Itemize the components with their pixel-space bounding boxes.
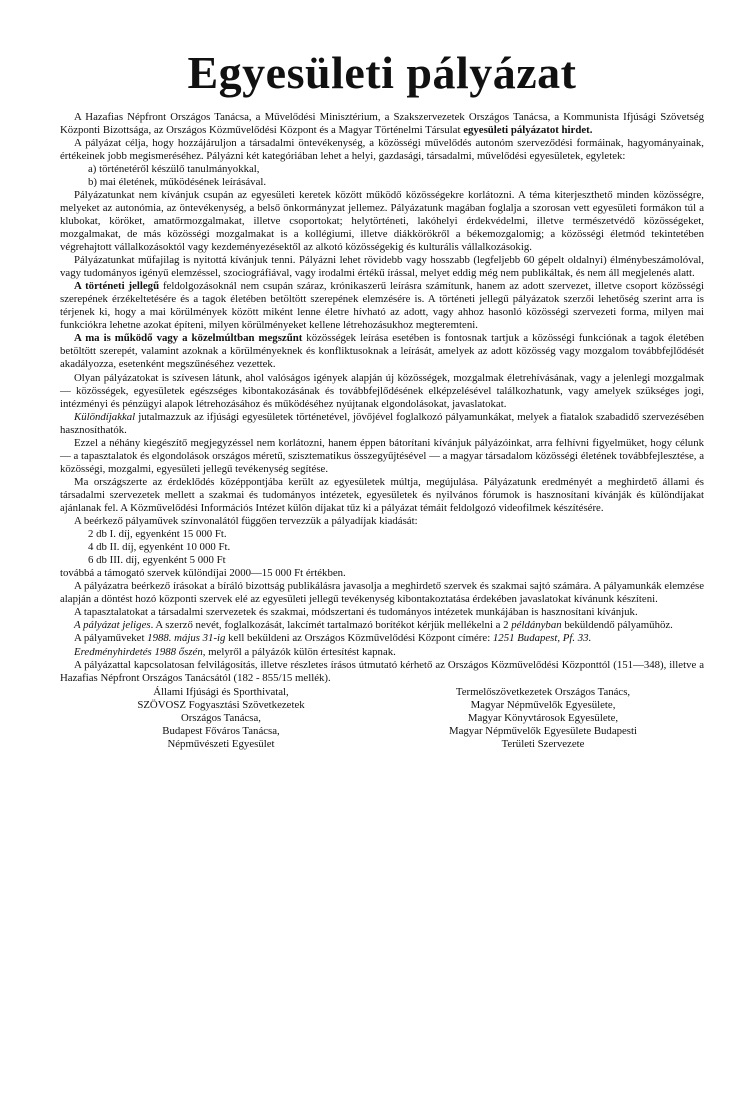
list-item: [60, 176, 704, 189]
paragraph: [60, 372, 704, 411]
text-run: A Hazafias Népfront Országos Tanácsa, a Művelődési Minisztérium, a Szakszervezetek Országos Tanácsa, a Kommunista Ifjúsági Szövetség Központi Bizottsága, az Országos Közművelődési Központ és a Magyar Történelmi Társulat: [60, 110, 704, 136]
text-run: A pályázattal kapcsolatosan felvilágosítás, illetve részletes írásos útmutató kérhető az Országos Közművelődési Központtól (151—348), illetve a Hazafias Népfront Országos Tanácsától (182 - 855/15 mellék).: [60, 658, 704, 684]
text-run: 4 db II. díj, egyenként 10 000 Ft.: [88, 541, 231, 554]
text-run: Pályázatunkat nem kívánjuk csupán az egyesületi keretek között működő közösségekre korlátozni. A téma kiterjeszthető minden közösségre, melyeket az autonómia, az öntevékenység, a belső önkormányzat jellemez. Pályázatunk magában foglalja a szorosan vett egyesületi formákon túl a klubokat, köröket, amatőrmozgalmakat, illetve csoportokat; helytörténeti, lakóhelyi érdekvédelmi, illetve természetvédő közösségeket, mozgalmakat, de más közösségi mozgalmakat is a kollégiumi, illetve diákkörökről a békemozgalomig; a közösségi életmód tekintetében végrehajtott vállalkozásoktól vagy kezdeményezésektől az alkotó közösségekig és kulturális vállalkozásokig.: [60, 188, 704, 254]
list-item: [60, 541, 704, 554]
text-run: közösségek leírása esetében is fontosnak tartjuk a közösségi funkciónak a tagok életében betöltött szerepét, valamint azoknak a körülményeknek és konfliktusoknak a leírását, amelyek az adott közösség vagy mozgalom továbbfejlődését akadályozza, esetenként megszűnéséhez vezettek.: [60, 332, 704, 371]
signers: [60, 686, 704, 751]
signers-right-column: [382, 686, 704, 751]
italic-text: példányban: [511, 619, 562, 632]
paragraph: [60, 254, 704, 280]
paragraph: [60, 619, 704, 632]
paragraph: [60, 632, 704, 645]
text-run: Ezzel a néhány kiegészítő megjegyzéssel nem korlátozni, hanem éppen bátorítani kívánjuk pályázóinkat, arra felhívni figyelmüket, hogy célunk — a tapasztalatok és elgondolások országos méretű, szisztematikus összegyűjtésével — a magyar társadalom közösségi életének továbbfejlesztése, a közösségi, mozgalmi, egyesületi jellegű tevékenység segítése.: [60, 436, 704, 475]
signer-line: Budapest Főváros Tanácsa,: [162, 724, 280, 737]
paragraph: [60, 411, 704, 437]
paragraph: [60, 189, 704, 254]
text-run: Ma országszerte az érdeklődés középpontjába került az egyesületek múltja, megújulása. Pályázatunk eredményét a meghirdető állami és társadalmi szervezetek mellett a szakmai és tudományos intézetek, egyesületek és nyilvános fórumok is hasznosítani kívánják és különdíjakat ajánlanak fel. A Közművelődési Információs Intézet külön díjakat tűz ki a pályázat témáit feldolgozó videofilmek készítésére.: [60, 475, 704, 514]
italic-text: A pályázat jeliges: [74, 619, 151, 632]
text-run: Pályázatunkat műfajilag is nyitottá kívánjuk tenni. Pályázni lehet rövidebb vagy hosszabb (legfeljebb 60 gépelt oldalnyi) élménybeszámolóval, vagy tudományos igényű elemzéssel, szociográfiával, vagy irodalmi értékű írással, melyet eddig még nem publikáltak, és nem áll megjelenés alatt.: [60, 254, 704, 280]
paragraph: [60, 111, 704, 137]
page-title: Egyesületi pályázat: [187, 47, 577, 98]
text-run: Olyan pályázatokat is szívesen látunk, ahol valóságos igények alapján új közösségek, mozgalmak életrehívásának, vagy a jelenlegi mozgalmak — közösségek, egyesületek egészséges kibontakozásának és továbbfejlődésének elképzelésével találkozhatunk, vagy amelyek szükséges jogi, intézményi és pénzügyi alapok létrehozásához és működéséhez nyújtanak elgondolásokat, javaslatokat.: [60, 371, 704, 410]
list-item: [60, 554, 704, 567]
text-run: A pályaműveket: [74, 632, 148, 645]
text-run: . A szerző nevét, foglalkozását, lakcímét tartalmazó borítékot kérjük mellékelni a 2: [150, 619, 512, 632]
text-run: A beérkező pályaművek színvonalától függően tervezzük a pályadíjak kiadását:: [74, 515, 418, 528]
paragraph: [60, 437, 704, 476]
text-run: b) mai életének, működésének leírásával.: [88, 175, 267, 188]
paragraph: [60, 659, 704, 685]
bold-text: A ma is működő vagy a közelmúltban megszűnt: [74, 332, 303, 345]
bold-text: egyesületi pályázatot hirdet.: [463, 123, 593, 136]
signers-left-column: [60, 686, 382, 751]
paragraph: [60, 332, 704, 371]
signer-line: Országos Tanácsa,: [181, 711, 261, 724]
paragraph: [60, 476, 704, 515]
announcement-body: [60, 111, 704, 685]
paragraph: [60, 646, 704, 659]
paragraph: [60, 567, 704, 580]
text-run: A pályázat célja, hogy hozzájáruljon a társadalmi öntevékenység, a közösségi művelődés autonóm szerveződési formáinak, hagyományainak, értékeinek jobb megismeréséhez. Pályázni két kategóriában lehet a helyi, gazdasági, társadalmi, művelődési egyesületek, egyletek:: [60, 136, 704, 162]
paragraph: [60, 137, 704, 163]
signer-line: Magyar Népművelők Egyesülete,: [470, 698, 616, 711]
text-run: 6 db III. díj, egyenként 5 000 Ft: [88, 554, 226, 567]
paragraph: [60, 580, 704, 606]
italic-text: 1251 Budapest, Pf. 33.: [492, 632, 592, 645]
text-run: 2 db I. díj, egyenként 15 000 Ft.: [88, 528, 227, 541]
signer-line: Népművészeti Egyesület: [167, 737, 275, 750]
list-item: [60, 528, 704, 541]
document-page: [60, 48, 704, 751]
italic-text: Eredményhirdetés 1988 őszén: [74, 645, 203, 658]
italic-text: Különdíjakkal: [74, 410, 136, 423]
text-run: feldolgozásoknál nem csupán száraz, krónikaszerű leírásra számítunk, hanem az adott szervezet, illetve csoport közösségi szerepének érzékeltetésére és a tagok életében betöltött szerepének elemzésére is. A történeti jellegű pályázatok szerzői lehetőség szerint arra is térjenek ki, hogy a mai körülmények között miként lenne életre hívható az adott, vagy ahhoz hasonló közösségi szervezeti forma, milyen mai funkciókra lehetne azokat építeni, milyen körülményeket kellene létrehozásukhoz megteremteni.: [60, 280, 705, 332]
list-item: [60, 163, 704, 176]
text-run: A tapasztalatokat a társadalmi szervezetek és szakmai, módszertani és tudományos intézetek munkájában is hasznosítani kívánjuk.: [74, 606, 638, 619]
paragraph: [60, 515, 704, 528]
signer-line: Magyar Könyvtárosok Egyesülete,: [467, 711, 619, 724]
text-run: jutalmazzuk az ifjúsági egyesületek történetével, jövőjével foglalkozó pályamunkákat, melyek a fiatalok szabadidő szervezésében hasznosíthatók.: [60, 410, 704, 436]
text-run: beküldendő pályaműhöz.: [561, 619, 673, 632]
text-run: A pályázatra beérkező írásokat a bíráló bizottság publikálásra javasolja a meghirdető szervek és szakmai sajtó számára. A pályamunkák elemzése alapján a döntést hozó központi szervek elé az egyesületi jellegű tevékenység kibontakoztatása érdekében javaslatokat kívánunk készíteni.: [60, 580, 704, 606]
paragraph: [60, 280, 704, 332]
italic-text: 1988. május 31-ig: [147, 632, 226, 645]
signer-line: Magyar Népművelők Egyesülete Budapesti: [449, 724, 637, 737]
signer-line: Területi Szervezete: [501, 737, 585, 750]
signer-line: SZÖVOSZ Fogyasztási Szövetkezetek: [137, 698, 305, 711]
bold-text: A történeti jellegű: [74, 280, 160, 293]
text-run: , melyről a pályázók külön értesítést kapnak.: [202, 645, 396, 658]
paragraph: [60, 606, 704, 619]
signer-line: Termelőszövetkezetek Országos Tanács,: [455, 685, 631, 698]
text-run: továbbá a támogató szervek különdíjai 2000—15 000 Ft értékben.: [60, 567, 346, 580]
text-run: kell beküldeni az Országos Közművelődési Központ címére:: [225, 632, 493, 645]
text-run: a) történetéről készülő tanulmányokkal,: [88, 162, 260, 175]
signer-line: Állami Ifjúsági és Sporthivatal,: [153, 685, 289, 698]
